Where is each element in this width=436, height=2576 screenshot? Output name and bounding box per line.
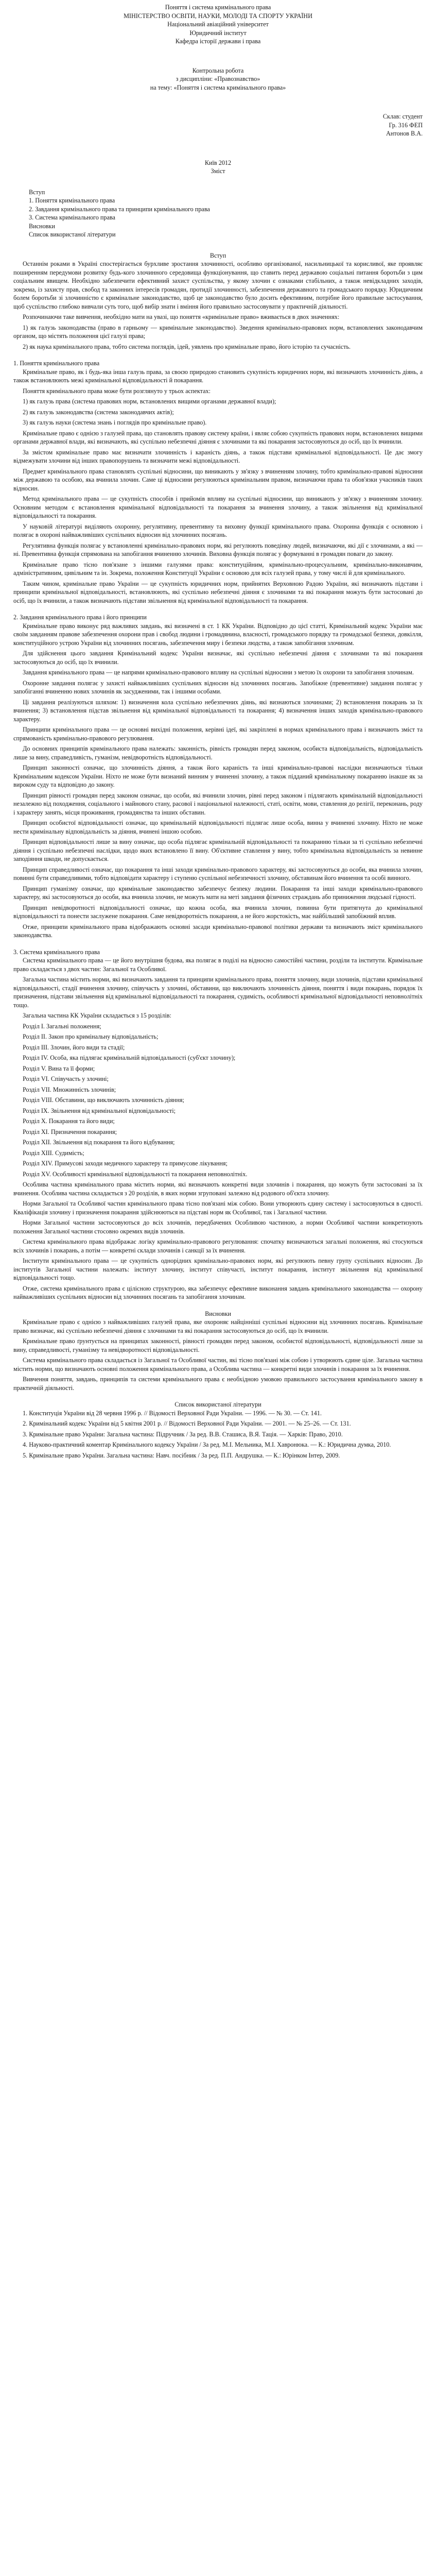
paragraph: Норми Загальної та Особливої частин кримінального права тісно пов'язані між собою. Вони утворюють єдину систему і застосовуються в єдності. Кваліфікація злочину і призначення покарання здійснюються на підставі норм як Особливої, так і Загальної частини.: [13, 1200, 423, 1216]
section-body: [13, 622, 423, 940]
paragraph: Принцип особистої відповідальності означає, що кримінальній відповідальності підлягає лише особа, винна у вчиненні злочину. Ніхто не може нести кримінальну відповідальність за діяння, вчинені іншою особою.: [13, 819, 423, 835]
conclusion-heading: Висновки: [205, 1310, 231, 1317]
paragraph: Норми Загальної частини застосовуються до всіх злочинів, передбачених Особливою частиною, а норми Особливої частини конкретизують положення Загальної частини стосовно окремих видів злочинів.: [13, 1219, 423, 1235]
toc-item: 2. Завдання кримінального права та принципи кримінального права: [29, 205, 210, 213]
paragraph: Кримінальне право тісно пов'язане з іншими галузями права: конституційним, кримінально-процесуальним, кримінально-виконавчим, адміністративним, цивільним та ін. Зокрема, положення Конституції України є основою для всіх галузей права, у тому числі й для кримінального.: [13, 561, 423, 577]
paragraph: Вивчення поняття, завдань, принципів та системи кримінального права є необхідною умовою правильного застосування кримінального закону в практичній діяльності.: [13, 1376, 423, 1392]
paragraph: Поняття кримінального права може бути розглянуто у трьох аспектах:: [23, 387, 211, 395]
paragraph: Принцип законності означає, що злочинність діяння, а також його караність та інші кримінально-правові наслідки визначаються тільки Кримінальним кодексом України. Ніхто не може бути визнаний винним у вчиненні злочину, а також підданий кримінальному покаранню інакше як за вироком суду та відповідно до закону.: [13, 764, 423, 788]
reference-item: 3. Кримінальне право України: Загальна частина: Підручник / За ред. В.В. Сташиса, В.Я. Тація. — Харків: Право, 2010.: [23, 1430, 343, 1438]
university-name: Національний авіаційний університет: [167, 21, 269, 28]
paragraph: Розділ XI. Призначення покарання;: [23, 1128, 117, 1136]
discipline: з дисципліни: «Правознавство»: [176, 75, 260, 82]
reference-item: 5. Кримінальне право України. Загальна частина: Навч. посібник / За ред. П.П. Андрушка. — К.: Юрінком Інтер, 2009.: [23, 1451, 340, 1459]
paragraph: 1) як галузь права (система правових норм, встановлених вищими органами державної влади);: [23, 398, 276, 405]
paragraph: Кримінальне право, як і будь-яка інша галузь права, за своєю природою становить сукупність юридичних норм, які визначають злочинність діянь, а також встановлюють межі кримінальної відповідальності й покарання.: [13, 368, 423, 384]
paragraph: Інститути кримінального права — це сукупність однорідних кримінально-правових норм, які регулюють певну групу суспільних відносин. До інститутів Загальної частини належать: інститут злочину, інститут співучасті, інститут покарання, інститут звільнення від кримінальної відповідальності тощо.: [13, 1257, 423, 1281]
intro-list-item: 2) як наука кримінального права, тобто система поглядів, ідей, уявлень про кримінальне право, його історію та сучасність.: [23, 343, 351, 350]
paragraph: Принцип справедливості означає, що покарання та інші заходи кримінально-правового характеру, які застосовуються до особи, яка вчинила злочин, повинні бути справедливими, тобто відповідати характеру і ступеню суспільної небезпечності злочину, обставинам його вчинення та особі винного.: [13, 866, 423, 882]
institute-name: Юридичний інститут: [189, 29, 247, 37]
paragraph: Регулятивна функція полягає у встановленні кримінально-правових норм, які регулюють поведінку людей, визначаючи, які дії є злочинами, а які — ні. Превентивна функція спрямована на запобігання вчиненню злочинів. Виховна функція полягає у формуванні в громадян поваги до закону.: [13, 541, 423, 557]
paragraph: Кримінальне право є однією з найважливіших галузей права, яке охороняє найцінніші суспільні відносини від злочинних посягань. Кримінальне право визначає, які суспільно небезпечні діяння є злочинами та які покарання застосовуються до осіб, що їх вчинили.: [13, 1318, 423, 1334]
table-of-contents: [13, 188, 423, 239]
conclusion-body: [13, 1318, 423, 1392]
paragraph: Таким чином, кримінальне право України — це сукупність юридичних норм, прийнятих Верховною Радою України, які визначають підстави і принципи кримінальної відповідальності, встановлюють, які суспільно небезпечні діяння є злочинами та які покарання можуть бути застосовані до осіб, що їх вчинили, а також визначають підстави звільнення від кримінальної відповідальності та покарання.: [13, 580, 423, 604]
paragraph: Принцип відповідальності лише за вину означає, що особа підлягає кримінальній відповідальності та покаранню тільки за ті суспільно небезпечні діяння і суспільно небезпечні наслідки, щодо яких встановлено її вину. Об'єктивне ставлення у вину, тобто кримінальна відповідальність за невинне заподіяння шкоди, не допускається.: [13, 838, 423, 862]
paragraph: Принципи кримінального права — це основні вихідні положення, керівні ідеї, які закріплені в нормах кримінального права і визначають зміст та спрямованість кримінально-правового регулювання.: [13, 726, 423, 742]
paragraph: Предмет кримінального права становлять суспільні відносини, що виникають у зв'язку з вчиненням злочину, тобто кримінально-правові відносини між державою та особою, яка вчинила злочин. Саме ці відносини регулюються кримінальним правом, визначаючи права та обов'язки учасників таких відносин.: [13, 467, 423, 492]
intro-heading: Вступ: [210, 251, 226, 259]
section-body: [13, 368, 423, 605]
references-heading: Список використаної літератури: [175, 1401, 261, 1408]
paragraph: Принцип невідворотності відповідальності означає, що кожна особа, яка вчинила злочин, повинна бути притягнута до кримінальної відповідальності та понести заслужене покарання. Саме невідворотність покарання, а не його жорстокість, має найбільший запобіжний вплив.: [13, 904, 423, 920]
work-type: Контрольна робота: [192, 66, 244, 74]
paragraph: Розділ XII. Звільнення від покарання та його відбування;: [23, 1139, 175, 1146]
toc-item: Висновки: [29, 222, 55, 230]
section-heading: 2. Завдання кримінального права і його принципи: [13, 614, 147, 621]
paragraph: Розділ XIV. Примусові заходи медичного характеру та примусове лікування;: [23, 1160, 228, 1167]
intro-paragraph: Розпочинаючи таке вивчення, необхідно мати на увазі, що поняття «кримінальне право» вживається в двох значеннях:: [23, 313, 340, 320]
section-body: [13, 956, 423, 1301]
paragraph: Кримінальне право виконує ряд важливих завдань, які визначені в ст. 1 КК України. Відповідно до цієї статті, Кримінальний кодекс України має своїм завданням правове забезпечення охорони прав і свобод людини і громадянина, власності, громадського порядку та громадської безпеки, довкілля, конституційного устрою України від злочинних посягань, забезпечення миру і безпеки людства, а також запобігання злочинам.: [13, 622, 423, 647]
paragraph: Метод кримінального права — це сукупність способів і прийомів впливу на суспільні відносини, що виникають у зв'язку з вчиненням злочину. Основним методом є встановлення кримінальної відповідальності та покарання за вчинення злочину, а також звільнення від кримінальної відповідальності та покарання.: [13, 495, 423, 519]
references-list: [13, 1409, 423, 1460]
work-topic: на тему: «Поняття і система кримінального права»: [150, 83, 286, 91]
paragraph: Принцип гуманізму означає, що кримінальне законодавство забезпечує безпеку людини. Покарання та інші заходи кримінально-правового характеру, які застосовуються до особи, яка вчинила злочин, не можуть мати на меті завдання фізичних страждань або приниження людської гідності.: [13, 885, 423, 901]
city-year: Київ 2012: [204, 159, 232, 166]
paragraph: Принцип рівності громадян перед законом означає, що особи, які вчинили злочин, рівні перед законом і підлягають кримінальній відповідальності незалежно від походження, соціального і майнового стану, расової і національної належності, статі, освіти, мови, ставлення до релігії, переконань, роду і характеру занять, місця проживання, громадянства та інших обставин.: [13, 791, 423, 816]
paragraph: Розділ V. Вина та її форми;: [23, 1064, 95, 1072]
paragraph: Розділ X. Покарання та його види;: [23, 1117, 115, 1125]
department-name: Кафедра історії держави і права: [175, 38, 261, 45]
paragraph: Розділ I. Загальні положення;: [23, 1022, 101, 1030]
paragraph: 2) як галузь законодавства (система законодавчих актів);: [23, 408, 174, 416]
paragraph: Для здійснення цього завдання Кримінальний кодекс України визначає, які суспільно небезпечні діяння є злочинами та які покарання застосовуються до осіб, що їх вчинили.: [13, 650, 423, 666]
paragraph: Охоронне завдання полягає у захисті найважливіших суспільних відносин від злочинних посягань. Запобіжне (превентивне) завдання полягає у запобіганні вчиненню нових злочинів як засудженими, так і іншими особами.: [13, 679, 423, 695]
paragraph: У науковій літературі виділяють охоронну, регулятивну, превентивну та виховну функції кримінального права. Охоронна функція є основною і полягає в охороні найважливіших суспільних відносин від злочинних посягань.: [13, 522, 423, 538]
paragraph: До основних принципів кримінального права належать: законність, рівність громадян перед законом, особиста відповідальність, відповідальність лише за вину, справедливість, гуманізм, невідворотність відповідальності.: [13, 745, 423, 761]
paragraph: Розділ II. Закон про кримінальну відповідальність;: [23, 1033, 159, 1040]
ministry-name: МІНІСТЕРСТВО ОСВІТИ, НАУКИ, МОЛОДІ ТА СПОРТУ УКРАЇНИ: [124, 12, 312, 20]
intro-paragraph: Останнім роками в Україні спостерігається бурхливе зростання злочинності, особливо організованої, насильницької та корисливої, яке проявляє поширенням передумови розвитку будь-кого злочинного середовища функціонування, що ставить перед державою соціальні питання боротьби з цим соціальним явищем. Необхідно забезпечити ефективний захист суспільства, у якому злочин є ознаками стабільних, а також невідкладних заходів, зокрема, із захисту прав, свобод та законних інтересів громадян, протидії злочинності, забезпечення державного та громадського порядку. Юридичним болем боротьби зі злочинністю є кримінальне законодавство, щоб це законодавство було досить ефективним, потрібне його правильне застосування, щоб суспільство глибоко вивчали суть того, щоб вибір знати і вміння його правильно застосовувати у практичній діяльності.: [13, 260, 423, 310]
reference-item: 4. Науково-практичний коментар Кримінального кодексу України / За ред. М.І. Мельника, М.І. Хавронюка. — К.: Юридична думка, 2010.: [23, 1441, 391, 1448]
reference-item: 1. Конституція України від 28 червня 1996 р. // Відомості Верховної Ради України. — 1996. — № 30. — Ст. 141.: [23, 1409, 322, 1417]
paragraph: За змістом кримінальне право має визначати злочинність і караність діянь, а також підстави кримінальної відповідальності. Це дає змогу відмежувати злочини від інших правопорушень та визначити межі відповідальності.: [13, 448, 423, 464]
paragraph: Розділ VI. Співучасть у злочині;: [23, 1075, 109, 1082]
paragraph: Розділ VIII. Обставини, що виключають злочинність діяння;: [23, 1096, 184, 1104]
paragraph: 3) як галузь науки (система знань і поглядів про кримінальне право).: [23, 419, 207, 426]
paragraph: Кримінальне право є однією з галузей права, що становлять правову систему країни, і являє собою сукупність правових норм, встановлених вищими органами державної влади, які визначають, які суспільно небезпечні діяння є злочинами та які покарання застосовуються до осіб, що їх вчинили.: [13, 429, 423, 445]
paragraph: Отже, система кримінального права є цілісною структурою, яка забезпечує ефективне виконання завдань кримінального законодавства — охорону найважливіших суспільних відносин від злочинних посягань та запобігання злочинам.: [13, 1284, 423, 1300]
toc-item: 1. Поняття кримінального права: [29, 197, 115, 204]
document-title: Поняття і система кримінального права: [165, 4, 271, 11]
toc-item: Вступ: [29, 188, 45, 196]
paragraph: Отже, принципи кримінального права відображають основні засади кримінально-правової політики держави та визначають зміст кримінального законодавства.: [13, 923, 423, 939]
section-heading: 1. Поняття кримінального права: [13, 360, 100, 367]
toc-item: 3. Система кримінального права: [29, 214, 115, 221]
author-name: Антонов В.А.: [386, 130, 423, 137]
paragraph: Розділ XIII. Судимість;: [23, 1149, 84, 1157]
toc-item: Список використаної літератури: [29, 231, 116, 238]
paragraph: Загальна частина КК України складається з 15 розділів:: [23, 1012, 171, 1019]
paragraph: Завдання кримінального права — це напрями кримінально-правового впливу на суспільні відносини з метою їх охорони та запобігання злочинам.: [23, 669, 414, 676]
paragraph: Особлива частина кримінального права містить норми, які визначають конкретні види злочинів і покарання, що можуть бути застосовані за їх вчинення. Особлива частина складається з 20 розділів, в яких норми згруповані залежно від родового об'єкта злочину.: [13, 1181, 423, 1197]
paragraph: Загальна частина містить норми, які визначають завдання та принципи кримінального права, поняття злочину, види злочинів, підстави кримінальної відповідальності, стадії вчинення злочину, співучасть у злочині, обставини, що виключають злочинність діяння, поняття і види покарань, порядок їх призначення, підстави звільнення від кримінальної відповідальності та покарання, судимість, особливості кримінальної відповідальності неповнолітніх тощо.: [13, 976, 423, 1009]
reference-item: 2. Кримінальний кодекс України від 5 квітня 2001 р. // Відомості Верховної Ради України. — 2001. — № 25–26. — Ст. 131.: [23, 1420, 351, 1427]
toc-heading: Зміст: [211, 167, 225, 175]
paragraph: Розділ VII. Множинність злочинів;: [23, 1086, 116, 1093]
paragraph: Система кримінального права складається із Загальної та Особливої частин, які тісно пов'язані між собою і утворюють єдине ціле. Загальна частина містить норми, що визначають основні положення кримінального права, а Особлива частина — конкретні види злочинів і покарання за їх вчинення.: [13, 1357, 423, 1372]
section-heading: 3. Система кримінального права: [13, 948, 100, 956]
intro-list-item: 1) як галузь законодавства (право в гарньому — кримінальне законодавство). Зведення кримінально-правових норм, встановлених законодавчим органом, що містять положення цієї галузі права;: [13, 324, 423, 340]
paragraph: Система кримінального права відображає логіку кримінально-правового регулювання: спочатку визначаються загальні положення, які стосуються всіх злочинів і покарань, а потім — конкретні склади злочинів і санкції за їх вчинення.: [13, 1238, 423, 1254]
paragraph: Ці завдання реалізуються шляхом: 1) визначення кола суспільно небезпечних діянь, які визнаються злочинами; 2) встановлення покарань за їх вчинення; 3) встановлення підстав звільнення від кримінальної відповідальності та покарання; 4) визначення інших заходів кримінально-правового характеру.: [13, 698, 423, 723]
author-group: Гр. 316 ФЕП: [389, 121, 423, 129]
author-role: Склав: студент: [382, 113, 423, 120]
paragraph: Розділ XV. Особливості кримінальної відповідальності та покарання неповнолітніх.: [23, 1170, 248, 1178]
paragraph: Розділ IX. Звільнення від кримінальної відповідальності;: [23, 1107, 176, 1114]
paragraph: Розділ IV. Особа, яка підлягає кримінальній відповідальності (суб'єкт злочину);: [23, 1054, 236, 1061]
paragraph: Кримінальне право ґрунтується на принципах законності, рівності громадян перед законом, особистої відповідальності, відповідальності лише за вину, справедливості, гуманізму та невідворотності відповідальності.: [13, 1337, 423, 1353]
paragraph: Розділ III. Злочин, його види та стадії;: [23, 1043, 125, 1051]
paragraph: Система кримінального права — це його внутрішня будова, яка полягає в поділі на відносно самостійні частини, розділи та інститути. Кримінальне право складається з двох частин: Загальної та Особливої.: [13, 957, 423, 973]
